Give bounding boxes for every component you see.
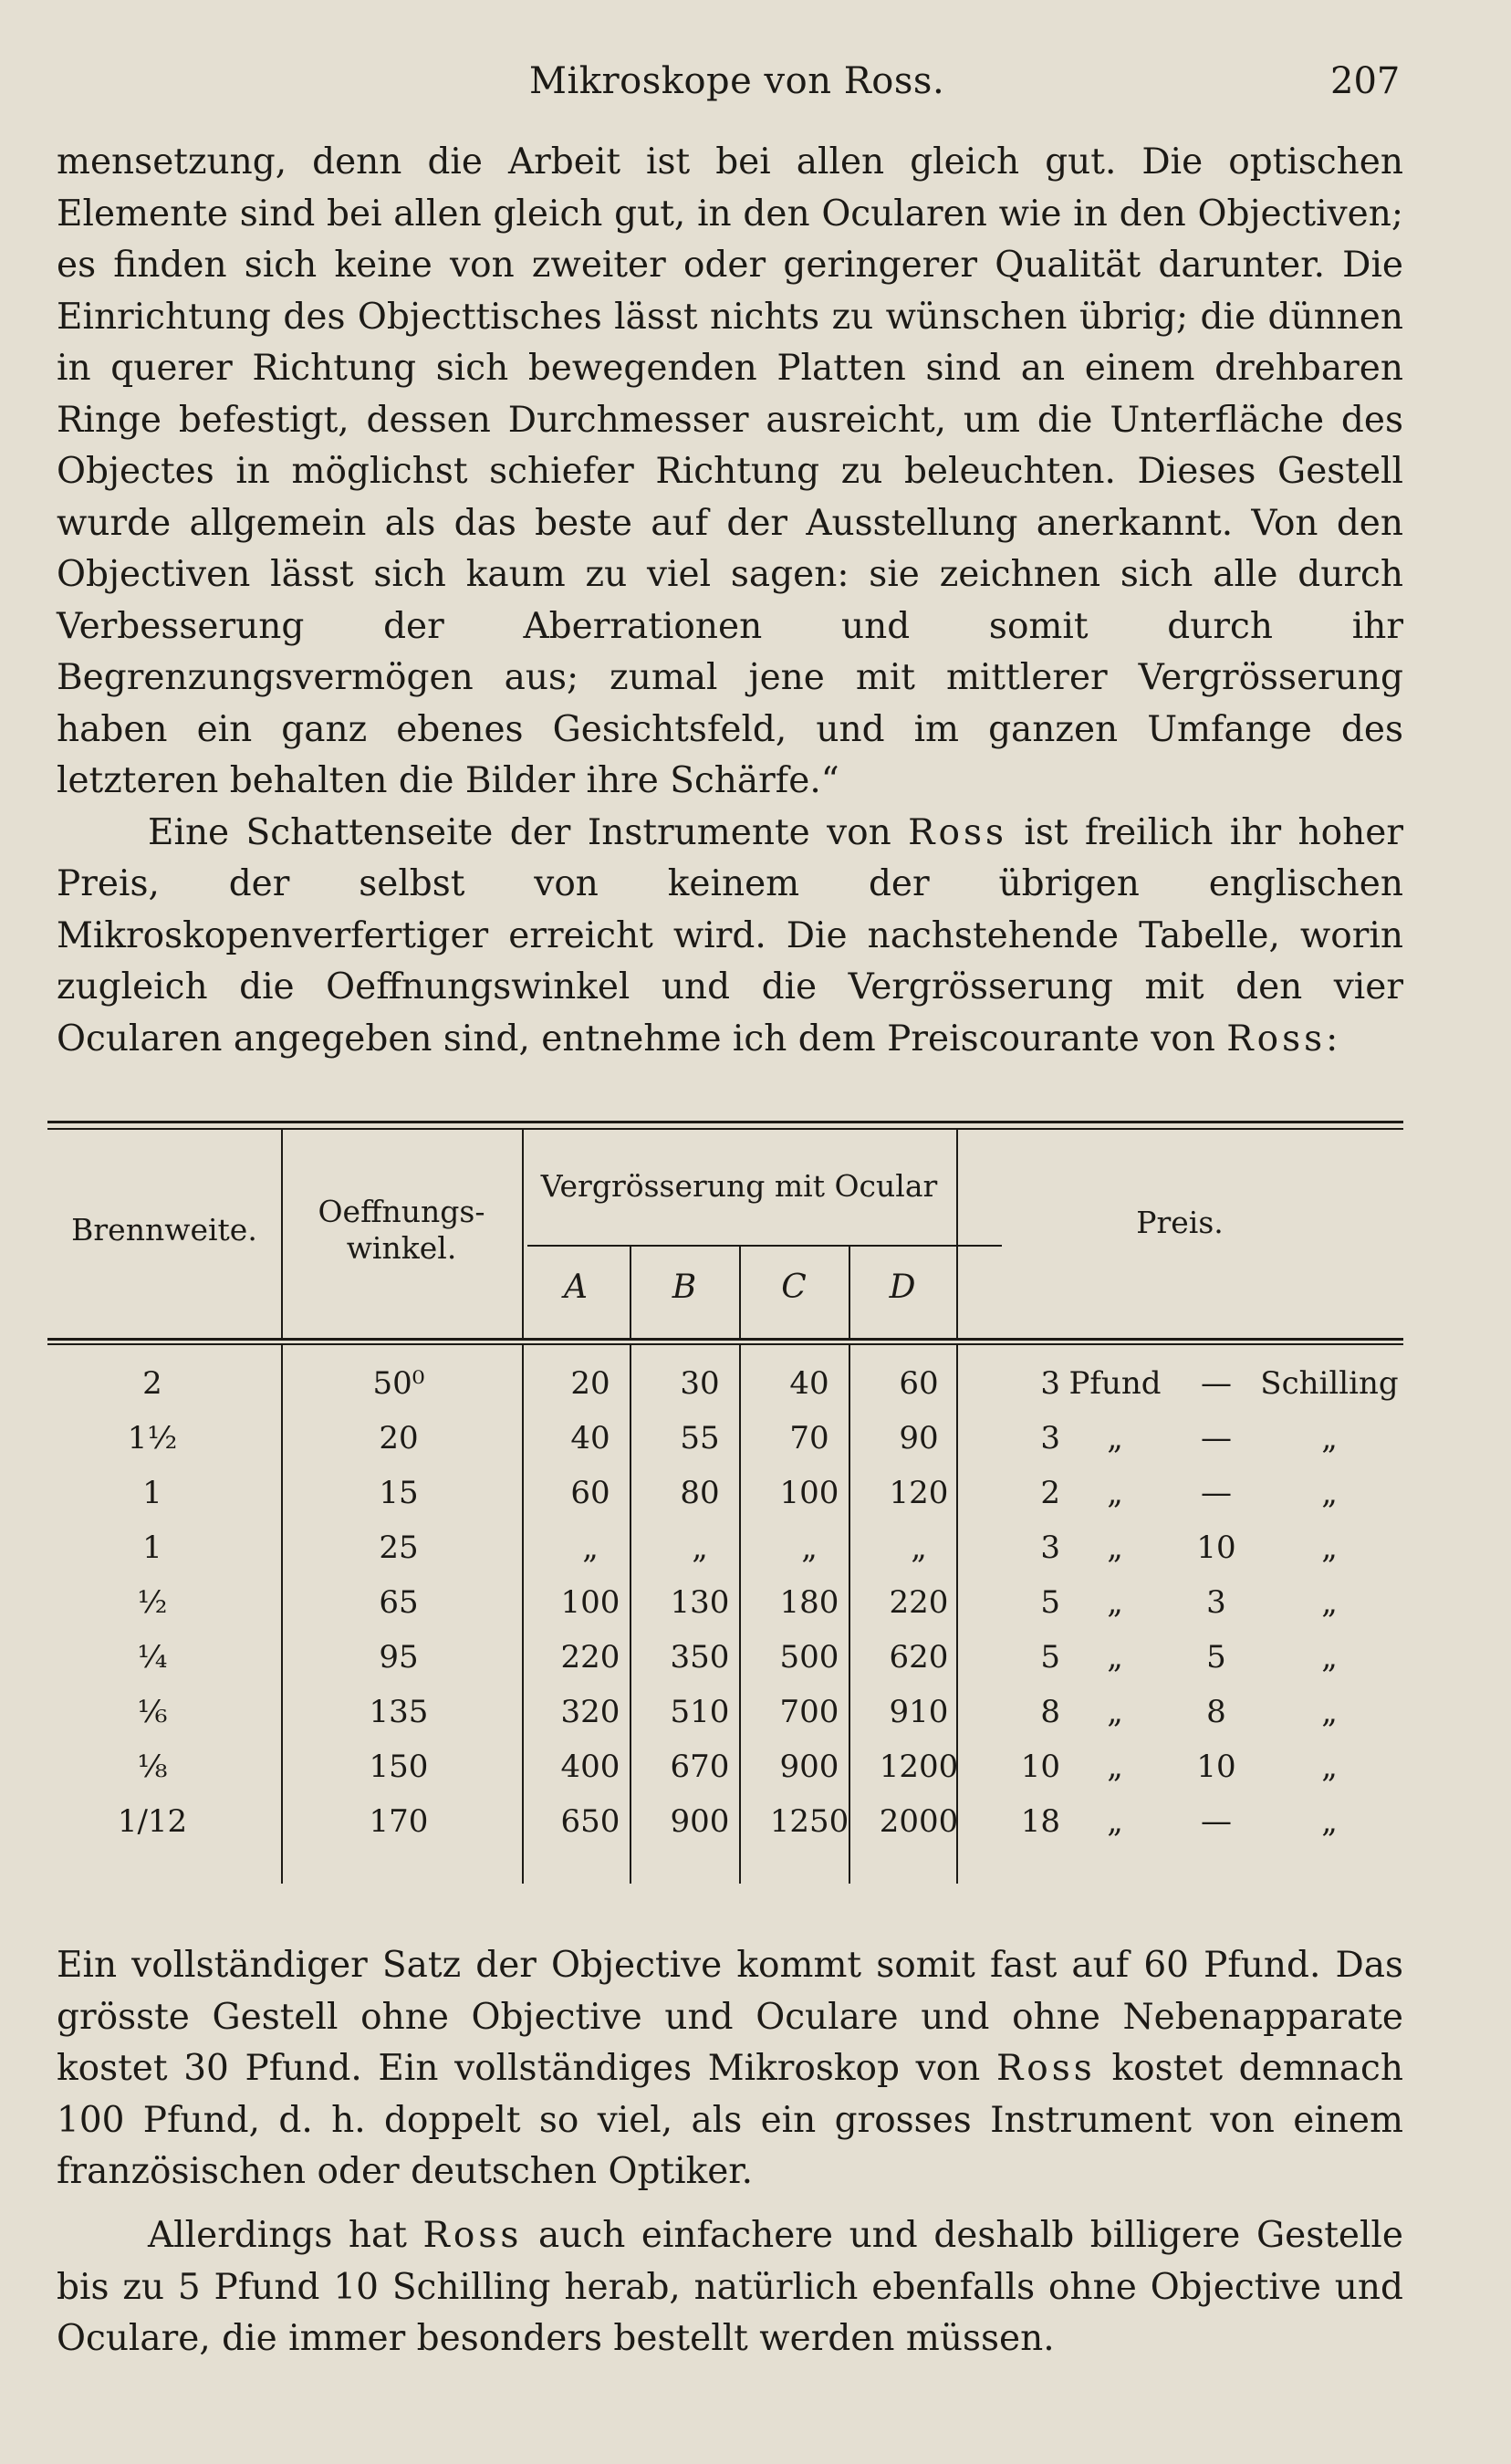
brennweite-cell: 1/12 xyxy=(117,1803,188,1840)
page-number: 207 xyxy=(1330,60,1401,102)
ocular-c-cell: „ xyxy=(801,1530,818,1566)
preis-pfund-unit: „ xyxy=(1107,1584,1123,1621)
table-row xyxy=(47,1794,1403,1849)
ocular-a-cell: 20 xyxy=(570,1365,610,1402)
preis-pfund-unit: „ xyxy=(1107,1420,1123,1456)
preis-schilling-value: 10 xyxy=(1196,1749,1236,1785)
ocular-d-cell: 910 xyxy=(889,1694,949,1730)
header-brennweite: Brennweite. xyxy=(71,1212,257,1248)
header-ocular-d: D xyxy=(889,1269,916,1306)
text-run: auch einfachere und deshalb billigere Gestelle bis zu 5 Pfund 10 Schilling herab, natürlich ebenfalls ohne Objective und Oculare, die immer besonders bestellt werden müssen. xyxy=(57,2215,1403,2359)
oeffnungswinkel-cell: 65 xyxy=(379,1584,419,1621)
ocular-a-cell: 40 xyxy=(570,1420,610,1456)
ocular-c-cell: 700 xyxy=(779,1694,839,1730)
oeffnungswinkel-cell: 95 xyxy=(379,1639,419,1676)
ocular-b-cell: 130 xyxy=(670,1584,730,1621)
ocular-d-cell: 220 xyxy=(889,1584,949,1621)
paragraph-summary xyxy=(57,1940,1403,2198)
text-run: Eine Schattenseite der Instrumente von xyxy=(148,811,909,853)
table-row xyxy=(47,1739,1403,1794)
preis-schilling-unit: „ xyxy=(1321,1803,1338,1840)
text-run: kostet demnach 100 Pfund, d. h. doppelt so viel, als ein grosses Instrument von einem französischen oder deutschen Optiker. xyxy=(57,2048,1404,2192)
brennweite-cell: 1½ xyxy=(127,1420,178,1456)
oeffnungswinkel-cell: 50⁰ xyxy=(372,1365,425,1402)
table-top-rule-inner xyxy=(47,1128,1403,1130)
ocular-c-cell: 100 xyxy=(779,1475,839,1511)
preis-schilling-value: — xyxy=(1201,1475,1232,1511)
preis-schilling-value: 5 xyxy=(1206,1639,1226,1676)
preis-schilling-unit: Schilling xyxy=(1260,1365,1399,1402)
table-row xyxy=(47,1685,1403,1739)
table-header-rule xyxy=(47,1338,1403,1341)
ocular-b-cell: 350 xyxy=(670,1639,730,1676)
brennweite-cell: ⅙ xyxy=(137,1694,168,1730)
preis-pfund-value: 8 xyxy=(1040,1694,1060,1730)
text-run: ist freilich ihr hoher Preis, der selbst von keinem der übrigen englischen Mikroskopenverfertiger erreicht wird. Die nachstehende Tabelle, worin zugleich die Oeffnungswinkel und die Vergrösserung mit den vier Ocularen angegeben sind, entnehme ich dem Preiscourante von xyxy=(57,811,1403,1060)
ocular-a-cell: 400 xyxy=(560,1749,620,1785)
preis-schilling-unit: „ xyxy=(1321,1584,1338,1621)
table-row xyxy=(47,1411,1403,1466)
preis-pfund-value: 5 xyxy=(1040,1584,1060,1621)
ocular-d-cell: 1200 xyxy=(879,1749,959,1785)
preis-pfund-value: 10 xyxy=(1020,1749,1060,1785)
oeffnungswinkel-cell: 20 xyxy=(379,1420,419,1456)
oeffnungswinkel-cell: 135 xyxy=(369,1694,429,1730)
ocular-c-cell: 70 xyxy=(789,1420,829,1456)
paragraph-price-intro xyxy=(57,808,1403,1066)
col-divider xyxy=(849,1247,850,1338)
ocular-b-cell: 510 xyxy=(670,1694,730,1730)
ocular-d-cell: 60 xyxy=(899,1365,939,1402)
preis-pfund-unit: „ xyxy=(1107,1639,1123,1676)
ocular-a-cell: 100 xyxy=(560,1584,620,1621)
name-ross: Ross xyxy=(422,2215,523,2256)
brennweite-cell: 1 xyxy=(142,1530,162,1566)
ocular-subheader-rule xyxy=(527,1245,1002,1247)
oeffnungswinkel-cell: 15 xyxy=(379,1475,419,1511)
text-run: Allerdings hat xyxy=(148,2215,423,2256)
col-divider xyxy=(739,1247,741,1338)
table-top-rule xyxy=(47,1121,1403,1123)
preis-pfund-unit: „ xyxy=(1107,1475,1123,1511)
text-run: : xyxy=(1326,1018,1339,1060)
ocular-b-cell: „ xyxy=(692,1530,708,1566)
ocular-a-cell: 320 xyxy=(560,1694,620,1730)
table-row xyxy=(47,1356,1403,1411)
brennweite-cell: ¼ xyxy=(137,1639,168,1676)
ocular-d-cell: 120 xyxy=(889,1475,949,1511)
ocular-c-cell: 1250 xyxy=(769,1803,849,1840)
table-row xyxy=(47,1520,1403,1575)
oeffnungswinkel-cell: 25 xyxy=(379,1530,419,1566)
header-preis: Preis. xyxy=(1136,1205,1224,1240)
brennweite-cell: 2 xyxy=(142,1365,162,1402)
preis-pfund-value: 3 xyxy=(1040,1530,1060,1566)
preis-schilling-unit: „ xyxy=(1321,1475,1338,1511)
table-row xyxy=(47,1630,1403,1685)
ocular-b-cell: 30 xyxy=(680,1365,720,1402)
preis-schilling-value: — xyxy=(1201,1420,1232,1456)
header-ocular-a: A xyxy=(564,1269,588,1306)
lower-text-block xyxy=(57,1940,1403,2198)
preis-schilling-unit: „ xyxy=(1321,1749,1338,1785)
header-ocular-c: C xyxy=(781,1269,807,1306)
header-oeffnungswinkel-line2: winkel. xyxy=(346,1230,457,1266)
header-oeffnungswinkel-line1: Oeffnungs- xyxy=(318,1194,485,1229)
price-table xyxy=(47,1121,1403,1887)
ocular-c-cell: 40 xyxy=(789,1365,829,1402)
col-divider xyxy=(630,1247,631,1338)
ocular-c-cell: 180 xyxy=(779,1584,839,1621)
preis-schilling-unit: „ xyxy=(1321,1694,1338,1730)
table-row xyxy=(47,1466,1403,1520)
paragraph-continued: mensetzung, denn die Arbeit ist bei allen gleich gut. Die optischen Elemente sind bei allen gleich gut, in den Ocularen wie in den Objectiven; es finden sich keine von zweiter oder geringerer Qualität darunter. Die Einrichtung des Objecttisches lässt nichts zu wünschen übrig; die dünnen in querer Richtung sich bewegenden Platten sind an einem drehbaren Ringe befestigt, dessen Durchmesser ausreicht, um die Unterfläche des Objectes in möglichst schiefer Richtung zu beleuchten. Dieses Gestell wurde allgemein als das beste auf der Ausstellung anerkannt. Von den Objectiven lässt sich kaum zu viel sagen: sie zeichnen sich alle durch Verbesserung der Aberrationen und somit durch ihr Begrenzungsvermögen aus; zumal jene mit mittlerer Vergrösserung haben ein ganz ebenes Gesichtsfeld, und im ganzen Umfange des letzteren behalten die Bilder ihre Schärfe.“ xyxy=(57,141,1403,801)
preis-pfund-unit: Pfund xyxy=(1068,1365,1162,1402)
oeffnungswinkel-cell: 150 xyxy=(369,1749,429,1785)
upper-text-block xyxy=(57,137,1403,1065)
ocular-c-cell: 900 xyxy=(779,1749,839,1785)
oeffnungswinkel-cell: 170 xyxy=(369,1803,429,1840)
ocular-a-cell: 60 xyxy=(570,1475,610,1511)
ocular-d-cell: 2000 xyxy=(879,1803,959,1840)
preis-pfund-unit: „ xyxy=(1107,1803,1123,1840)
preis-schilling-value: 3 xyxy=(1206,1584,1226,1621)
preis-pfund-value: 3 xyxy=(1040,1420,1060,1456)
col-divider xyxy=(522,1130,524,1338)
running-title: Mikroskope von Ross. xyxy=(529,60,945,102)
preis-schilling-value: — xyxy=(1201,1803,1232,1840)
preis-pfund-value: 5 xyxy=(1040,1639,1060,1676)
paragraph-cheaper-stands xyxy=(57,2210,1403,2365)
ocular-d-cell: 90 xyxy=(899,1420,939,1456)
table-row xyxy=(47,1575,1403,1630)
preis-pfund-unit: „ xyxy=(1107,1530,1123,1566)
text-run: Ein vollständiger Satz der Objective kommt somit fast auf 60 Pfund. Das grösste Gestell ohne Objective und Oculare und ohne Nebenapparate kostet 30 Pfund. Ein vollständiges Mikroskop von xyxy=(57,1945,1403,2089)
final-text-block xyxy=(57,2210,1403,2365)
preis-schilling-unit: „ xyxy=(1321,1639,1338,1676)
header-ocular-b: B xyxy=(672,1269,697,1306)
ocular-d-cell: „ xyxy=(911,1530,927,1566)
page-header xyxy=(0,60,1511,111)
preis-pfund-value: 18 xyxy=(1020,1803,1060,1840)
preis-schilling-value: 10 xyxy=(1196,1530,1236,1566)
ocular-c-cell: 500 xyxy=(779,1639,839,1676)
preis-pfund-unit: „ xyxy=(1107,1749,1123,1785)
preis-schilling-value: — xyxy=(1201,1365,1232,1402)
name-ross: Ross xyxy=(908,811,1008,853)
preis-schilling-unit: „ xyxy=(1321,1530,1338,1566)
name-ross: Ross xyxy=(995,2048,1096,2089)
table-header-rule-inner xyxy=(47,1343,1403,1345)
header-vergroesserung: Vergrösserung mit Ocular xyxy=(540,1168,938,1204)
ocular-b-cell: 80 xyxy=(680,1475,720,1511)
brennweite-cell: ⅛ xyxy=(137,1749,168,1785)
preis-schilling-value: 8 xyxy=(1206,1694,1226,1730)
preis-pfund-unit: „ xyxy=(1107,1694,1123,1730)
ocular-b-cell: 55 xyxy=(680,1420,720,1456)
ocular-a-cell: „ xyxy=(582,1530,599,1566)
ocular-b-cell: 900 xyxy=(670,1803,730,1840)
brennweite-cell: ½ xyxy=(137,1584,168,1621)
name-ross: Ross xyxy=(1226,1018,1327,1060)
preis-pfund-value: 3 xyxy=(1040,1365,1060,1402)
ocular-a-cell: 650 xyxy=(560,1803,620,1840)
preis-pfund-value: 2 xyxy=(1040,1475,1060,1511)
ocular-b-cell: 670 xyxy=(670,1749,730,1785)
ocular-d-cell: 620 xyxy=(889,1639,949,1676)
ocular-a-cell: 220 xyxy=(560,1639,620,1676)
brennweite-cell: 1 xyxy=(142,1475,162,1511)
preis-schilling-unit: „ xyxy=(1321,1420,1338,1456)
